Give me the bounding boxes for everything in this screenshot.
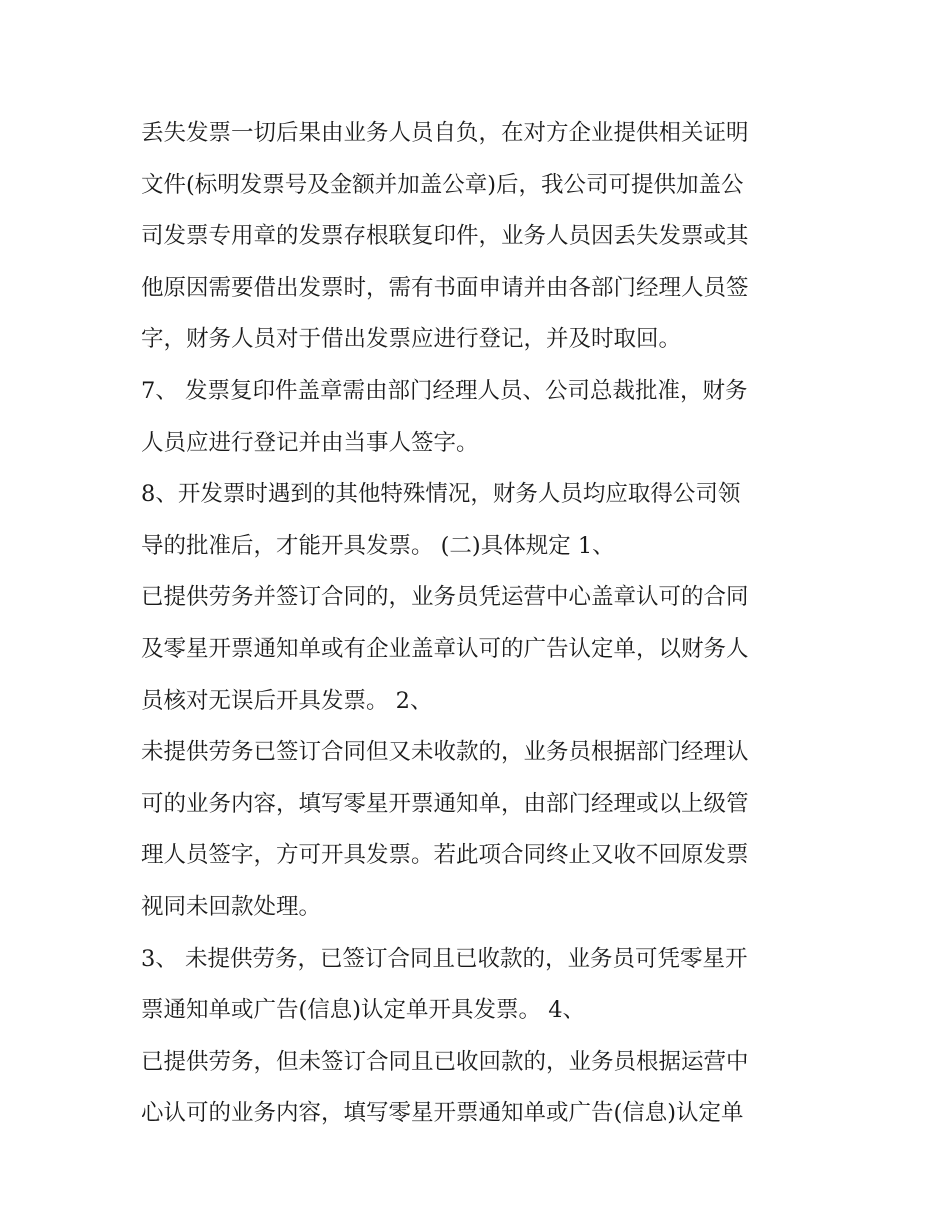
- text-line: 导的批准后，才能开具发票。 (二)具体规定 1、: [141, 532, 615, 559]
- text-line: 理人员签字，方可开具发票。若此项合同终止又收不回原发票: [141, 842, 749, 869]
- text-line: 已提供劳务并签订合同的，业务员凭运营中心盖章认可的合同: [141, 584, 749, 611]
- text-line: 他原因需要借出发票时，需有书面申请并由各部门经理人员签: [141, 274, 749, 301]
- text-line: 8、开发票时遇到的其他特殊情况，财务人员均应取得公司领: [141, 481, 741, 508]
- text-line: 票通知单或广告(信息)认定单开具发票。 4、: [141, 997, 586, 1024]
- text-line: 3、 未提供劳务，已签订合同且已收款的，业务员可凭零星开: [141, 945, 748, 972]
- text-line: 文件(标明发票号及金额并加盖公章)后，我公司可提供加盖公: [141, 171, 744, 198]
- text-line: 未提供劳务已签订合同但又未收款的，业务员根据部门经理认: [141, 739, 749, 766]
- text-line: 字，财务人员对于借出发票应进行登记，并及时取回。: [141, 326, 682, 353]
- text-line: 人员应进行登记并由当事人签字。: [141, 429, 479, 456]
- text-line: 心认可的业务内容，填写零星开票通知单或广告(信息)认定单: [141, 1100, 744, 1127]
- text-line: 已提供劳务，但未签订合同且已收回款的，业务员根据运营中: [141, 1048, 749, 1075]
- document-body: [141, 108, 821, 1140]
- text-line: 司发票专用章的发票存根联复印件，业务人员因丢失发票或其: [141, 223, 749, 250]
- text-line: 员核对无误后开具发票。 2、: [141, 687, 433, 714]
- text-line: 及零星开票通知单或有企业盖章认可的广告认定单，以财务人: [141, 635, 749, 662]
- text-line: 7、 发票复印件盖章需由部门经理人员、公司总裁批准，财务: [141, 377, 748, 404]
- text-line: 丢失发票一切后果由业务人员自负，在对方企业提供相关证明: [141, 120, 749, 146]
- text-line: 可的业务内容，填写零星开票通知单，由部门经理或以上级管: [141, 790, 749, 817]
- text-line: 视同未回款处理。: [141, 893, 322, 920]
